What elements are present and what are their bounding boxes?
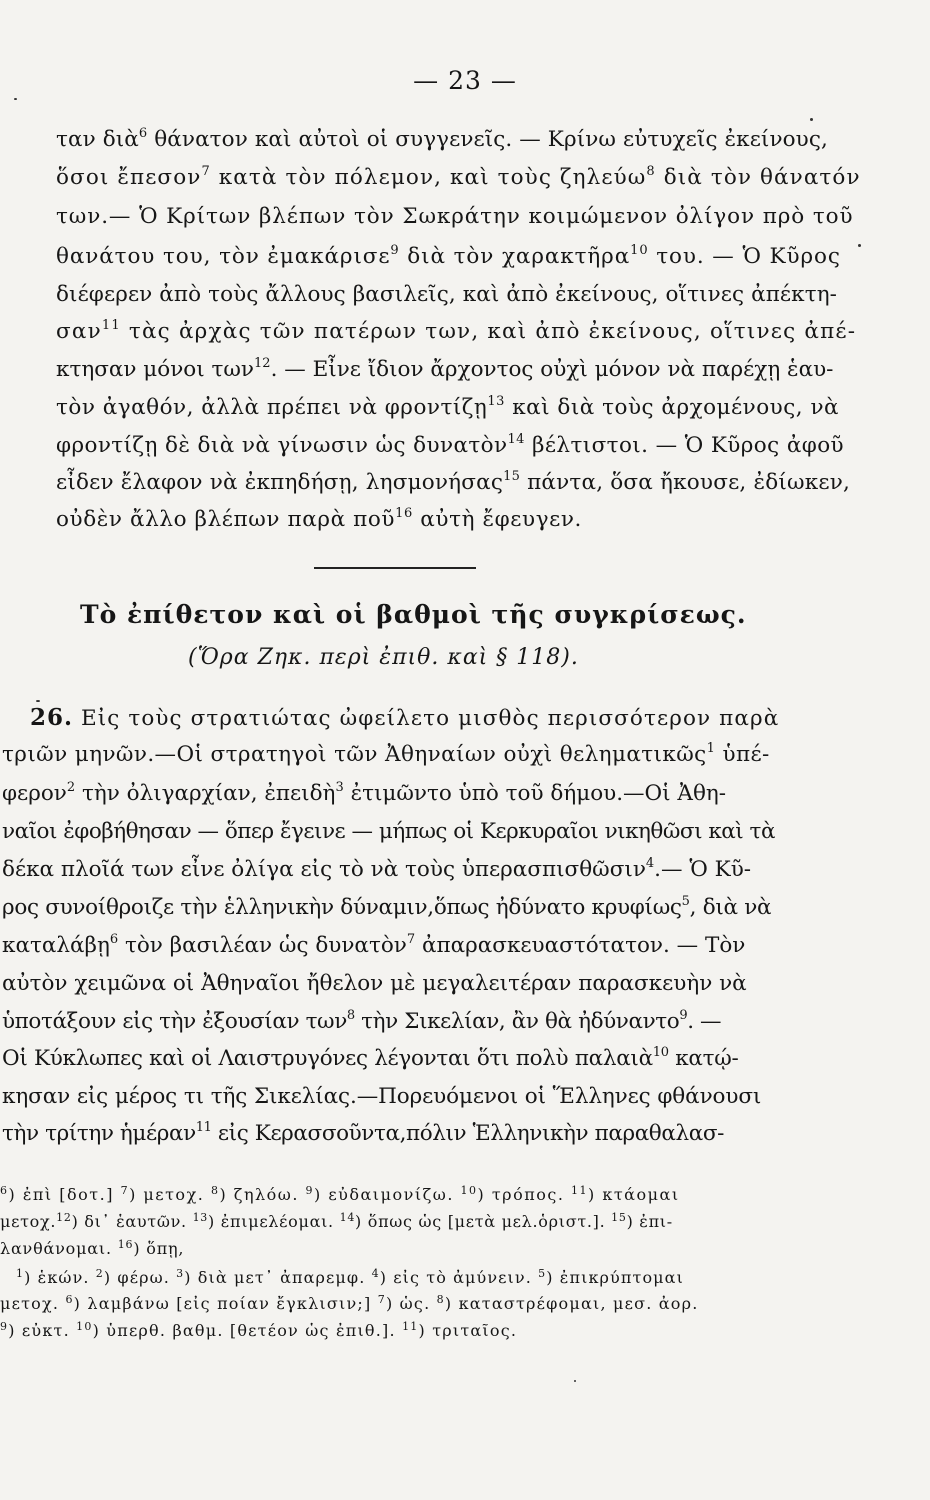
text-line: τριῶν μηνῶν.—Οἱ στρατηγοὶ τῶν Ἀθηναίων οὐχὶ θεληματικῶς$^1$ ὑπέ-: [2, 741, 770, 767]
text-line-content: Εἰς τοὺς στρατιώτας ὠφείλετο μισθὸς περισσότερον παρὰ: [80, 706, 780, 731]
text-line: Οἱ Κύκλωπες καὶ οἱ Λαιστρυγόνες λέγονται ὅτι πολὺ παλαιὰ$^{10}$ κατῴ-: [2, 1045, 739, 1071]
footnote-line: μετοχ. $^6$) λαμβάνω [εἰς ποίαν ἔγκλισιν;] $^7$) ὡς. $^8$) καταστρέφομαι, μεσ. ἀορ.: [0, 1293, 699, 1313]
text-line: κησαν εἰς μέρος τι τῆς Σικελίας.—Πορευόμενοι οἱ Ἕλληνες φθάνουσι: [2, 1084, 762, 1109]
text-line: φροντίζῃ δὲ διὰ νὰ γίνωσιν ὡς δυνατὸν$^{14}$ βέλτιστοι. — Ὁ Κῦρος ἀφοῦ: [56, 432, 845, 458]
text-line: ὑποτάξουν εἰς τὴν ἐξουσίαν των$^8$ τὴν Σικελίαν, ἂν θὰ ἠδύναντο$^9$. —: [2, 1008, 722, 1034]
text-line: οὐδὲν ἄλλο βλέπων παρὰ ποῦ$^{16}$ αὐτὴ ἔφευγεν.: [56, 506, 582, 532]
text-line: θανάτου του, τὸν ἐμακάρισε$^9$ διὰ τὸν χαρακτῆρα$^{10}$ του. — Ὁ Κῦρος: [56, 243, 841, 269]
scan-speck: [36, 700, 40, 702]
footnote-line: $^1$) ἑκών. $^2$) φέρω. $^3$) διὰ μετ᾽ ἀπαρεμφ. $^4$) εἰς τὸ ἀμύνειν. $^5$) ἐπικρύπτομαι: [16, 1267, 684, 1287]
text-line: ὅσοι ἔπεσον$^7$ κατὰ τὸν πόλεμον, καὶ τοὺς ζηλεύω$^8$ διὰ τὸν θάνατόν: [56, 164, 861, 190]
text-line: σαν$^{11}$ τὰς ἀρχὰς τῶν πατέρων των, καὶ ἀπὸ ἐκείνους, οἵτινες ἀπέ-: [56, 318, 857, 344]
text-line: διέφερεν ἀπὸ τοὺς ἄλλους βασιλεῖς, καὶ ἀπὸ ἐκείνους, οἵτινες ἀπέκτη-: [56, 282, 838, 307]
text-line: ταν διὰ$^6$ θάνατον καὶ αὐτοὶ οἱ συγγενεῖς. — Κρίνω εὐτυχεῖς ἐκείνους,: [56, 126, 828, 152]
paragraph-number: 26.: [30, 704, 74, 731]
scan-speck: [14, 98, 17, 100]
page-number: — 23 —: [413, 66, 517, 95]
text-line: τὸν ἀγαθόν, ἀλλὰ πρέπει νὰ φροντίζῃ$^{13}$ καὶ διὰ τοὺς ἀρχομένους, νὰ: [56, 394, 840, 420]
footnote-line: μετοχ.$^{12}$) δι᾽ ἑαυτῶν. $^{13}$) ἐπιμελέομαι. $^{14}$) ὅπως ὡς [μετὰ μελ.ὁριστ.]. $^{15}$) ἐπι-: [0, 1211, 673, 1231]
text-line: ναῖοι ἐφοβήθησαν — ὅπερ ἔγεινε — μήπως οἱ Κερκυραῖοι νικηθῶσι καὶ τὰ: [2, 819, 775, 844]
text-line: εἶδεν ἔλαφον νὰ ἐκπηδήσῃ, λησμονήσας$^{15}$ πάντα, ὅσα ἤκουσε, ἐδίωκεν,: [56, 469, 850, 495]
text-line: τὴν τρίτην ἡμέραν$^{11}$ εἰς Κερασσοῦντα,πόλιν Ἑλληνικὴν παραθαλασ-: [2, 1120, 724, 1146]
text-line: αὐτὸν χειμῶνα οἱ Ἀθηναῖοι ἤθελον μὲ μεγαλειτέραν παρασκευὴν νὰ: [2, 971, 747, 996]
text-line: καταλάβῃ$^6$ τὸν βασιλέαν ὡς δυνατὸν$^7$ ἀπαρασκευαστότατον. — Τὸν: [2, 932, 746, 958]
text-line: [30, 704, 779, 733]
text-line: κτησαν μόνοι των$^{12}$. — Εἶνε ἴδιον ἄρχοντος οὐχὶ μόνον νὰ παρέχῃ ἑαυ-: [56, 356, 834, 382]
text-line: ρος συνοίθροιζε τὴν ἑλληνικὴν δύναμιν,ὅπως ἠδύνατο κρυφίως$^5$, διὰ νὰ: [2, 894, 772, 920]
scan-speck: [574, 1380, 576, 1382]
text-line: δέκα πλοῖά των εἶνε ὀλίγα εἰς τὸ νὰ τοὺς ὑπερασπισθῶσιν$^4$.— Ὁ Κῦ-: [2, 856, 752, 882]
footnote-line: $^9$) εὐκτ. $^{10}$) ὑπερθ. βαθμ. [θετέον ὡς ἐπιθ.]. $^{11}$) τριταῖος.: [0, 1320, 518, 1340]
text-line: φερον$^2$ τὴν ὀλιγαρχίαν, ἐπειδὴ$^3$ ἐτιμῶντο ὑπὸ τοῦ δήμου.—Οἱ Ἀθη-: [2, 780, 727, 806]
footnote-line: λανθάνομαι. $^{16}$) ὅπῃ,: [0, 1238, 185, 1258]
scan-speck: [858, 244, 861, 247]
footnote-line: $^6$) ἐπὶ [δοτ.] $^7$) μετοχ. $^8$) ζηλόω. $^9$) εὐδαιμονίζω. $^{10}$) τρόπος. $^{11}$) κτάομαι: [0, 1184, 680, 1204]
scan-speck: [810, 118, 813, 121]
text-line: των.— Ὁ Κρίτων βλέπων τὸν Σωκράτην κοιμώμενον ὀλίγον πρὸ τοῦ: [56, 204, 854, 229]
section-divider: [314, 567, 476, 569]
section-heading: Τὸ ἐπίθετον καὶ οἱ βαθμοὶ τῆς συγκρίσεως.: [80, 600, 747, 629]
section-reference: (Ὅρα Ζηκ. περὶ ἐπιθ. καὶ § 118).: [188, 645, 579, 670]
